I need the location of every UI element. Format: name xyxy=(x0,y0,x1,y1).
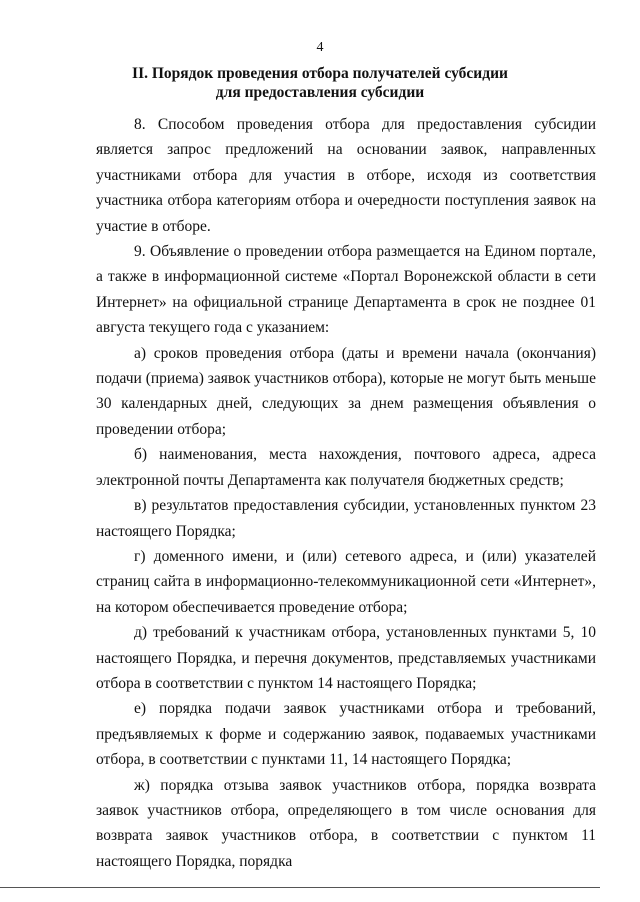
list-item-a: а) сроков проведения отбора (даты и времени начала (окончания) подачи (приема) заявок участников отбора), которые не могут быть меньше 30 календарных дней, следующих за днем размещения объявления о проведении отбора; xyxy=(96,344,596,438)
section-heading-line-2: для предоставления субсидии xyxy=(215,84,425,101)
paragraph-8: 8. Способом проведения отбора для предоставления субсидии является запрос предложений на основании заявок, направленных участниками отбора для участия в отборе, исходя из соответствия участника отбора категориям отбора и очередности поступления заявок на участие в отборе. xyxy=(96,116,596,235)
page-bottom-rule xyxy=(0,887,600,888)
list-item-b: б) наименования, места нахождения, почтового адреса, адреса электронной почты Департамента как получателя бюджетных средств; xyxy=(96,446,596,489)
section-heading xyxy=(0,64,640,102)
document-body xyxy=(96,112,596,874)
page-number: 4 xyxy=(316,40,324,55)
section-heading-line-1: II. Порядок проведения отбора получателей субсидии xyxy=(132,65,508,82)
list-item-g: г) доменного имени, и (или) сетевого адреса, и (или) указателей страниц сайта в информационно-телекоммуникационной сети «Интернет», на котором обеспечивается проведение отбора; xyxy=(96,547,596,616)
list-item-d: д) требований к участникам отбора, установленных пунктами 5, 10 настоящего Порядка, и перечня документов, представляемых участниками отбора в соответствии с пунктом 14 настоящего Порядка; xyxy=(96,624,596,692)
list-item-v: в) результатов предоставления субсидии, установленных пунктом 23 настоящего Порядка; xyxy=(96,497,596,540)
list-item-zh: ж) порядка отзыва заявок участников отбора, порядка возврата заявок участников отбора, определяющего в том числе основания для возврата заявок участников отбора, в соответствии с пунктом 11 настоящего Порядка, порядка xyxy=(96,776,596,870)
paragraph-9: 9. Объявление о проведении отбора размещается на Едином портале, а также в информационной системе «Портал Воронежской области в сети Интернет» на официальной странице Департамента в срок не позднее 01 августа текущего года с указанием: xyxy=(96,243,596,337)
list-item-e: е) порядка подачи заявок участниками отбора и требований, предъявляемых к форме и содержанию заявок, подаваемых участниками отбора, в соответствии с пунктами 11, 14 настоящего Порядка; xyxy=(96,700,596,769)
